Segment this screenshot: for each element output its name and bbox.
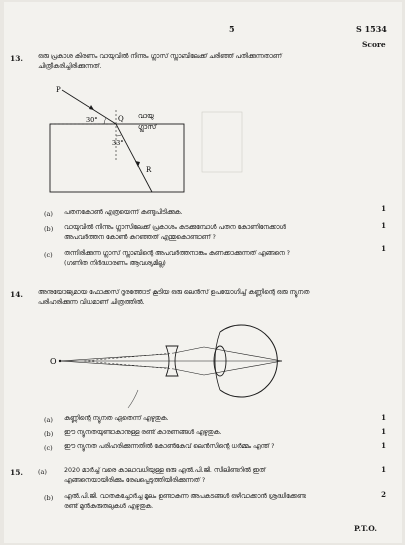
point-p-label: P	[56, 86, 61, 94]
q13-part-b-score: 1	[381, 221, 386, 230]
q15-part-a-text	[64, 466, 369, 486]
score-column-label: Score	[362, 40, 386, 49]
q13-part-c-line2: (ഗണിത നിർദ്ധാരണം ആവശ്യമില്ല)	[64, 260, 166, 267]
ray-upper-to-retina	[204, 347, 282, 361]
eye-correction-figure	[44, 320, 304, 410]
refraction-angle-label: 33°	[112, 139, 124, 147]
q13-part-c-label: (c)	[44, 251, 53, 259]
page-number: 5	[229, 24, 235, 34]
incidence-angle-label: 30°	[86, 116, 98, 124]
point-r-label: R	[146, 166, 152, 174]
refraction-angle-arc	[116, 135, 121, 136]
q14-part-b-label: (b)	[44, 430, 54, 438]
q13-part-a-label: (a)	[44, 210, 53, 218]
question-14-line2: പരിഹരിക്കുന്ന വിധമാണ് ചിത്രത്തിൽ.	[38, 299, 145, 306]
q15-part-b-line2: രണ്ട് മുൻകരുതലുകൾ എഴുതുക.	[64, 503, 154, 510]
q13-part-b-label: (b)	[44, 225, 54, 233]
question-15-number: 15.	[10, 468, 24, 477]
q15-part-a-label: (a)	[38, 468, 47, 476]
q15-part-b-score: 2	[381, 490, 386, 499]
q15-part-a-line2: എങ്ങനെയായിരിക്കും രേഖപ്പെടുത്തിയിരിക്കുന്നത് ?	[64, 477, 206, 484]
question-14-text	[38, 288, 368, 308]
point-q-label: Q	[118, 115, 124, 123]
pen-mark	[124, 388, 144, 412]
q14-part-a-text: കണ്ണിന്റെ ന്യൂനത ഏതെന്ന് എഴുതുക.	[64, 415, 169, 422]
question-13-text	[38, 52, 363, 72]
q14-part-c-score: 1	[381, 441, 386, 450]
question-13-line2: ചിത്രീകരിച്ചിരിക്കുന്നത്.	[38, 63, 102, 70]
ray-lower-extension	[84, 361, 174, 369]
question-14-number: 14.	[10, 290, 24, 299]
q14-part-b-score: 1	[381, 427, 386, 436]
ray-lower-to-retina	[204, 361, 282, 375]
q13-part-c-score: 1	[381, 244, 386, 253]
q15-part-b-label: (b)	[44, 494, 54, 502]
question-13-line1: ഒരു പ്രകാശ കിരണം വായുവിൽ നിന്നും ഗ്ലാസ് സ്ലാബിലേക്ക് ചരിഞ്ഞ് പതിക്കുന്നതാണ്	[38, 53, 282, 60]
q13-part-a-text: പതനകോൺ എത്രയെന്ന് കണ്ടുപിടിക്കുക.	[64, 209, 183, 216]
ray-upper-diverged	[174, 347, 204, 353]
glass-slab-refraction-figure	[34, 82, 244, 197]
paper-code: S 1534	[356, 24, 387, 34]
glass-slab	[50, 124, 184, 192]
incident-ray-arrow	[89, 105, 94, 110]
q14-part-c-label: (c)	[44, 444, 53, 452]
q13-part-c-line1: തന്നിരിക്കുന്ന ഗ്ലാസ് സ്ലാബിന്റെ അപവർത്തനാങ്കം കണക്കാക്കുന്നത് എങ്ങനെ ?	[64, 250, 291, 257]
ray-lower-incoming	[60, 361, 168, 368]
q13-part-a-score: 1	[381, 204, 386, 213]
question-14-line1: അനുയോജ്യമായ ഫോക്കസ് ദൂരത്തോട് കൂടിയ ഒരു ലെൻസ് ഉപയോഗിച്ച് കണ്ണിന്റെ ഒരു ന്യൂനത	[38, 289, 310, 296]
q15-part-a-line1: 2020 മാർച്ച് വരെ കാലാവധിയുള്ള ഒരു എൽ.പി.ജി. സിലിണ്ടറിൽ ഇത്	[64, 467, 266, 474]
exam-page	[4, 2, 402, 543]
air-label: വായു	[138, 112, 154, 120]
incidence-angle-arc	[104, 118, 106, 124]
page-turn-over: P.T.O.	[354, 524, 377, 533]
q13-part-b-line2: അപവർത്തന കോൺ കുറഞ്ഞത് എന്തുകൊണ്ടാണ് ?	[64, 234, 216, 241]
q14-part-a-score: 1	[381, 413, 386, 422]
q14-part-a-label: (a)	[44, 416, 53, 424]
q14-part-c-text: ഈ ന്യൂനത പരിഹരിക്കുന്നതിൽ കോൺകേവ് ലെൻസിന്റെ ധർമ്മം എന്ത് ?	[64, 443, 275, 450]
refracted-ray	[116, 124, 152, 192]
q15-part-a-score: 1	[381, 465, 386, 474]
ray-upper-incoming	[60, 354, 168, 361]
q13-part-c-text	[64, 249, 364, 269]
q15-part-b-text	[64, 492, 369, 512]
q14-part-b-text: ഈ ന്യൂനതയുണ്ടാകാനുള്ള രണ്ട് കാരണങ്ങൾ എഴുതുക.	[64, 429, 222, 436]
q13-part-b-text	[64, 223, 364, 243]
pen-stroke	[128, 390, 138, 408]
ray-lower-diverged	[174, 369, 204, 375]
background-smudge	[202, 112, 242, 172]
q15-part-b-line1: എൽ.പി.ജി. വാതകച്ചോർച്ച മൂലം ഉണ്ടാകുന്ന അപകടങ്ങൾ ഒഴിവാക്കാൻ ശ്രദ്ധിക്കേണ്ട	[64, 493, 306, 500]
object-o-label: O	[50, 357, 57, 366]
question-13-number: 13.	[10, 54, 24, 63]
q13-part-b-line1: വായുവിൽ നിന്നും ഗ്ലാസിലേക്ക് പ്രകാശം കടക്കുമ്പോൾ പതന കോണിനേക്കാൾ	[64, 224, 286, 231]
ray-upper-extension	[84, 353, 174, 361]
refracted-ray-arrow	[135, 161, 140, 167]
glass-label: ഗ്ലാസ്	[138, 123, 157, 131]
